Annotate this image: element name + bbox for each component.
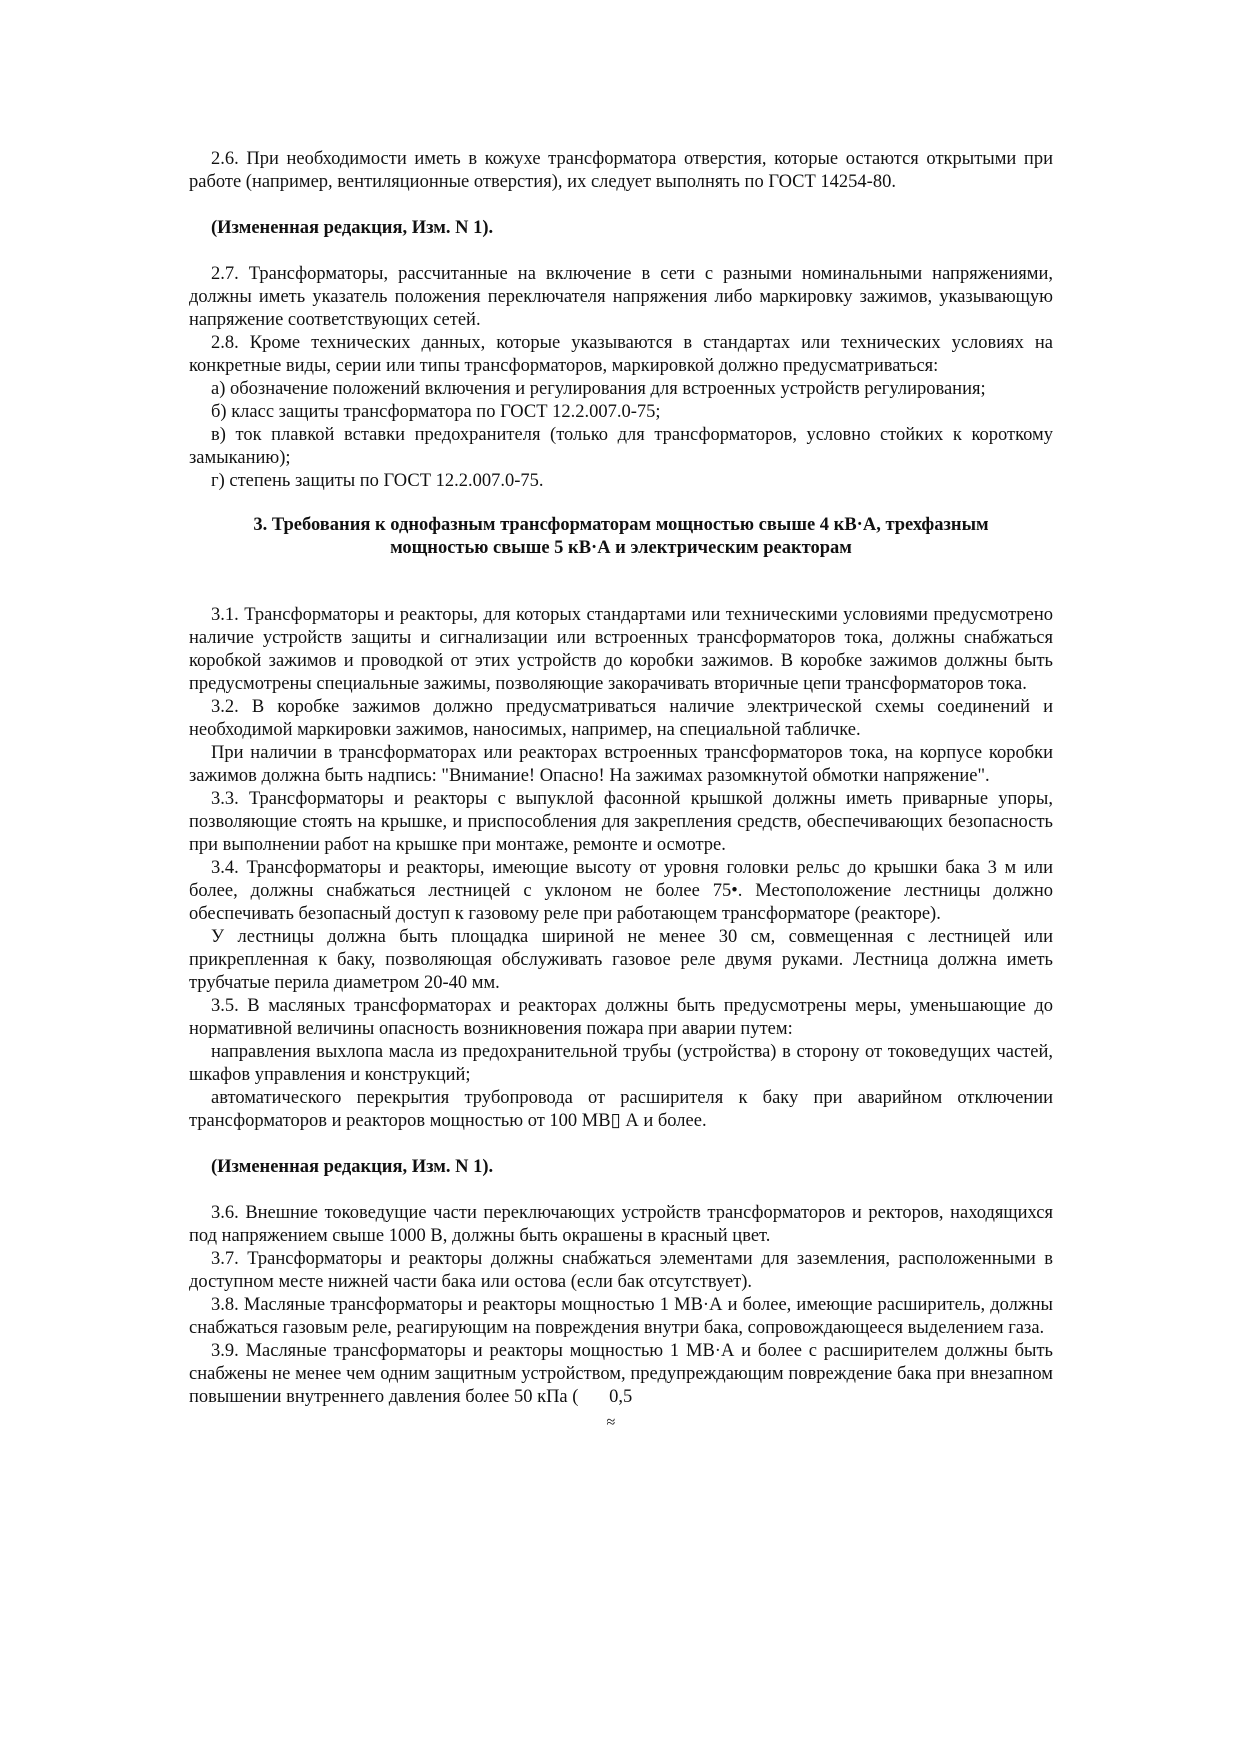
- paragraph-3-4-ladder: У лестницы должна быть площадка шириной не менее 30 см, совмещенная с лестницей или прикрепленная к баку, позволяющая обслуживать газовое реле двумя руками. Лестница должна иметь трубчатые перила диаметром 20-40 мм.: [189, 927, 1053, 993]
- list-item-2-8-b: б) класс защиты трансформатора по ГОСТ 12.2.007.0-75;: [211, 402, 661, 422]
- paragraph-2-7: 2.7. Трансформаторы, рассчитанные на включение в сети с разными номинальными напряжениями, должны иметь указатель положения переключателя напряжения либо маркировку зажимов, указывающую напряжение соответствующих сетей.: [189, 264, 1053, 330]
- paragraph-3-7: 3.7. Трансформаторы и реакторы должны снабжаться элементами для заземления, расположенными в доступном месте нижней части бака или остова (если бак отсутствует).: [189, 1249, 1053, 1292]
- list-item-2-8-a: а) обозначение положений включения и регулирования для встроенных устройств регулирования;: [211, 379, 986, 399]
- section-3-heading: [189, 514, 1053, 560]
- paragraph-3-5: 3.5. В масляных трансформаторах и реакторах должны быть предусмотрены меры, уменьшающие до нормативной величины опасность возникновения пожара при аварии путем:: [189, 996, 1053, 1039]
- list-item-2-8-g: г) степень защиты по ГОСТ 12.2.007.0-75.: [211, 471, 544, 491]
- amendment-note: (Измененная редакция, Изм. N 1).: [211, 218, 494, 238]
- list-item-3-5-b: автоматического перекрытия трубопровода от расширителя к баку при аварийном отключении трансформаторов и реакторов мощностью от 100 МВ▯ А и более.: [189, 1088, 1053, 1131]
- paragraph-3-2: 3.2. В коробке зажимов должно предусматриваться наличие электрической схемы соединений и необходимой маркировки зажимов, наносимых, например, на специальной табличке.: [189, 697, 1053, 740]
- paragraph-3-1: 3.1. Трансформаторы и реакторы, для которых стандартами или техническими условиями предусмотрено наличие устройств защиты и сигнализации или встроенных трансформаторов тока, должны снабжаться коробкой зажимов и проводкой от этих устройств до коробки зажимов. В коробке зажимов должны быть предусмотрены специальные зажимы, позволяющие закорачивать вторичные цепи трансформаторов тока.: [189, 605, 1053, 694]
- paragraph-3-2-warning: При наличии в трансформаторах или реакторах встроенных трансформаторов тока, на корпусе коробки зажимов должна быть надпись: "Внимание! Опасно! На зажимах разомкнутой обмотки напряжение".: [189, 743, 1053, 786]
- paragraph-3-6: 3.6. Внешние токоведущие части переключающих устройств трансформаторов и ректоров, находящихся под напряжением свыше 1000 В, должны быть окрашены в красный цвет.: [189, 1203, 1053, 1246]
- paragraph-3-9: 3.9. Масляные трансформаторы и реакторы мощностью 1 МВ·А и более с расширителем должны быть снабжены не менее чем одним защитным устройством, предупреждающим повреждение бака при внезапном повышении внутреннего давления более 50 кПа ( ≈ 0,5: [189, 1341, 1053, 1431]
- section-3-heading-line-2: мощностью свыше 5 кВ·А и электрическим реакторам: [390, 538, 852, 558]
- document-page: [189, 148, 1053, 1431]
- list-item-2-8-v: в) ток плавкой вставки предохранителя (только для трансформаторов, условно стойких к короткому замыканию);: [189, 425, 1053, 468]
- paragraph-3-3: 3.3. Трансформаторы и реакторы с выпуклой фасонной крышкой должны иметь приварные упоры, позволяющие стоять на крышке, и приспособления для закрепления средств, обеспечивающих безопасность при выполнении работ на крышке при монтаже, ремонте и осмотре.: [189, 789, 1053, 855]
- paragraph-2-8: 2.8. Кроме технических данных, которые указываются в стандартах или технических условиях на конкретные виды, серии или типы трансформаторов, маркировкой должно предусматриваться:: [189, 333, 1053, 376]
- paragraph-2-6: 2.6. При необходимости иметь в кожухе трансформатора отверстия, которые остаются открытыми при работе (например, вентиляционные отверстия), их следует выполнять по ГОСТ 14254-80.: [189, 149, 1053, 192]
- list-item-3-5-a: направления выхлопа масла из предохранительной трубы (устройства) в сторону от токоведущих частей, шкафов управления и конструкций;: [189, 1042, 1053, 1085]
- paragraph-3-8: 3.8. Масляные трансформаторы и реакторы мощностью 1 МВ·А и более, имеющие расширитель, должны снабжаться газовым реле, реагирующим на повреждения внутри бака, сопровождающееся выделением газа.: [189, 1295, 1053, 1338]
- amendment-note-2: (Измененная редакция, Изм. N 1).: [211, 1157, 494, 1177]
- section-3-heading-line-1: 3. Требования к однофазным трансформаторам мощностью свыше 4 кВ·А, трехфазным: [253, 515, 989, 535]
- paragraph-3-9-text: 3.9. Масляные трансформаторы и реакторы мощностью 1 МВ·А и более с расширителем должны быть снабжены не менее чем одним защитным устройством, предупреждающим повреждение бака при внезапном повышении внутреннего давления более 50 кПа (: [189, 1341, 1053, 1407]
- paragraph-3-4: 3.4. Трансформаторы и реакторы, имеющие высоту от уровня головки рельс до крышки бака 3 м или более, должны снабжаться лестницей с уклоном не более 75•. Местоположение лестницы должно обеспечивать безопасный доступ к газовому реле при работающем трансформаторе (реакторе).: [189, 858, 1053, 924]
- paragraph-3-9-tail: 0,5: [604, 1387, 633, 1407]
